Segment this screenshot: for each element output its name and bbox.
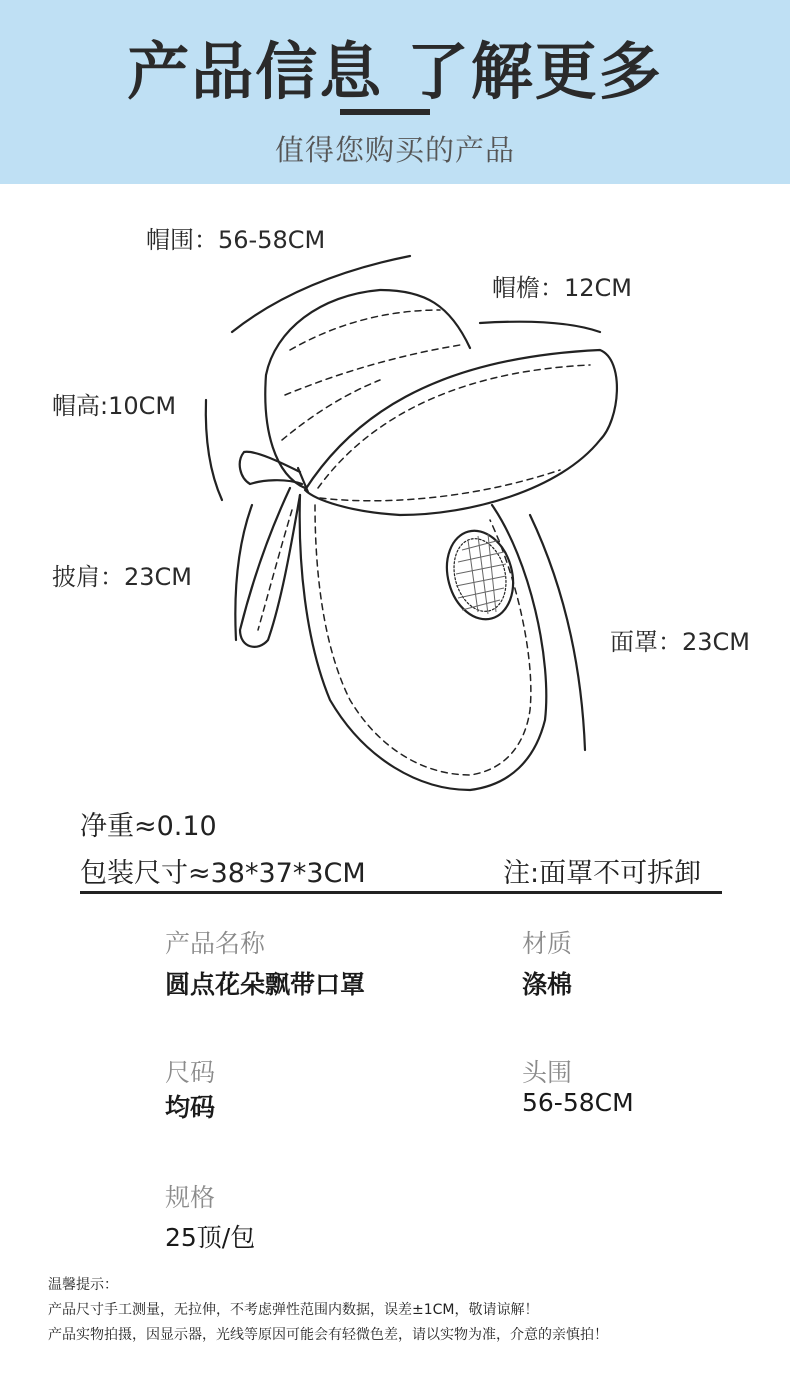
hat-brim [305, 350, 617, 515]
attr-value-head-circumference: 56-58CM [522, 1088, 634, 1117]
mask-label: 面罩：23CM [610, 628, 751, 656]
brim-stitch [318, 365, 590, 488]
face-mask [300, 495, 547, 790]
net-weight: 净重≈0.10 [80, 811, 217, 842]
circumference-label: 帽围：56-58CM [146, 226, 326, 254]
attr-value-material: 涤棉 [522, 970, 573, 999]
attr-label-product-name: 产品名称 [165, 929, 266, 958]
height-guide-arc [206, 400, 222, 500]
brim-stitch-2 [320, 470, 560, 501]
mesh-pattern [456, 534, 506, 614]
tips-title: 温馨提示： [48, 1277, 118, 1293]
crown-seam [290, 310, 440, 350]
attr-value-product-name: 圆点花朵飘带口罩 [165, 970, 366, 999]
shawl-label: 披肩：23CM [52, 563, 193, 591]
package-size: 包装尺寸≈38*37*3CM [80, 858, 366, 889]
attr-value-size: 均码 [165, 1093, 216, 1122]
attr-label-size: 尺码 [165, 1058, 216, 1087]
bow-knot [298, 468, 308, 492]
attr-label-material: 材质 [522, 929, 573, 958]
height-label: 帽高:10CM [52, 392, 177, 420]
tips-line-2: 产品实物拍摄，因显示器，光线等原因可能会有轻微色差，请以实物为准，介意的亲慎拍！ [48, 1327, 608, 1343]
hat-illustration [0, 184, 790, 824]
attr-value-spec: 25顶/包 [165, 1223, 256, 1252]
attr-label-head-circumference: 头围 [522, 1058, 573, 1087]
tips-line-1: 产品尺寸手工测量，无拉伸，不考虑弹性范围内数据，误差±1CM，敬请谅解！ [48, 1302, 539, 1318]
brim-label: 帽檐：12CM [492, 274, 633, 302]
title-underline [340, 109, 430, 115]
crown-seam-2 [285, 345, 460, 395]
detach-note: 注:面罩不可拆卸 [503, 858, 702, 889]
mask-stitch [315, 505, 531, 775]
attr-label-spec: 规格 [165, 1183, 216, 1212]
crown-seam-3 [282, 380, 380, 440]
hat-crown [265, 290, 470, 488]
page-title: 产品信息 了解更多 [127, 35, 663, 108]
mask-guide-arc [530, 515, 585, 750]
circumference-guide-arc [232, 256, 410, 332]
page-subtitle: 值得您购买的产品 [274, 133, 515, 167]
spec-divider [80, 891, 722, 894]
header-banner [0, 0, 790, 184]
brim-guide-arc [480, 322, 600, 332]
